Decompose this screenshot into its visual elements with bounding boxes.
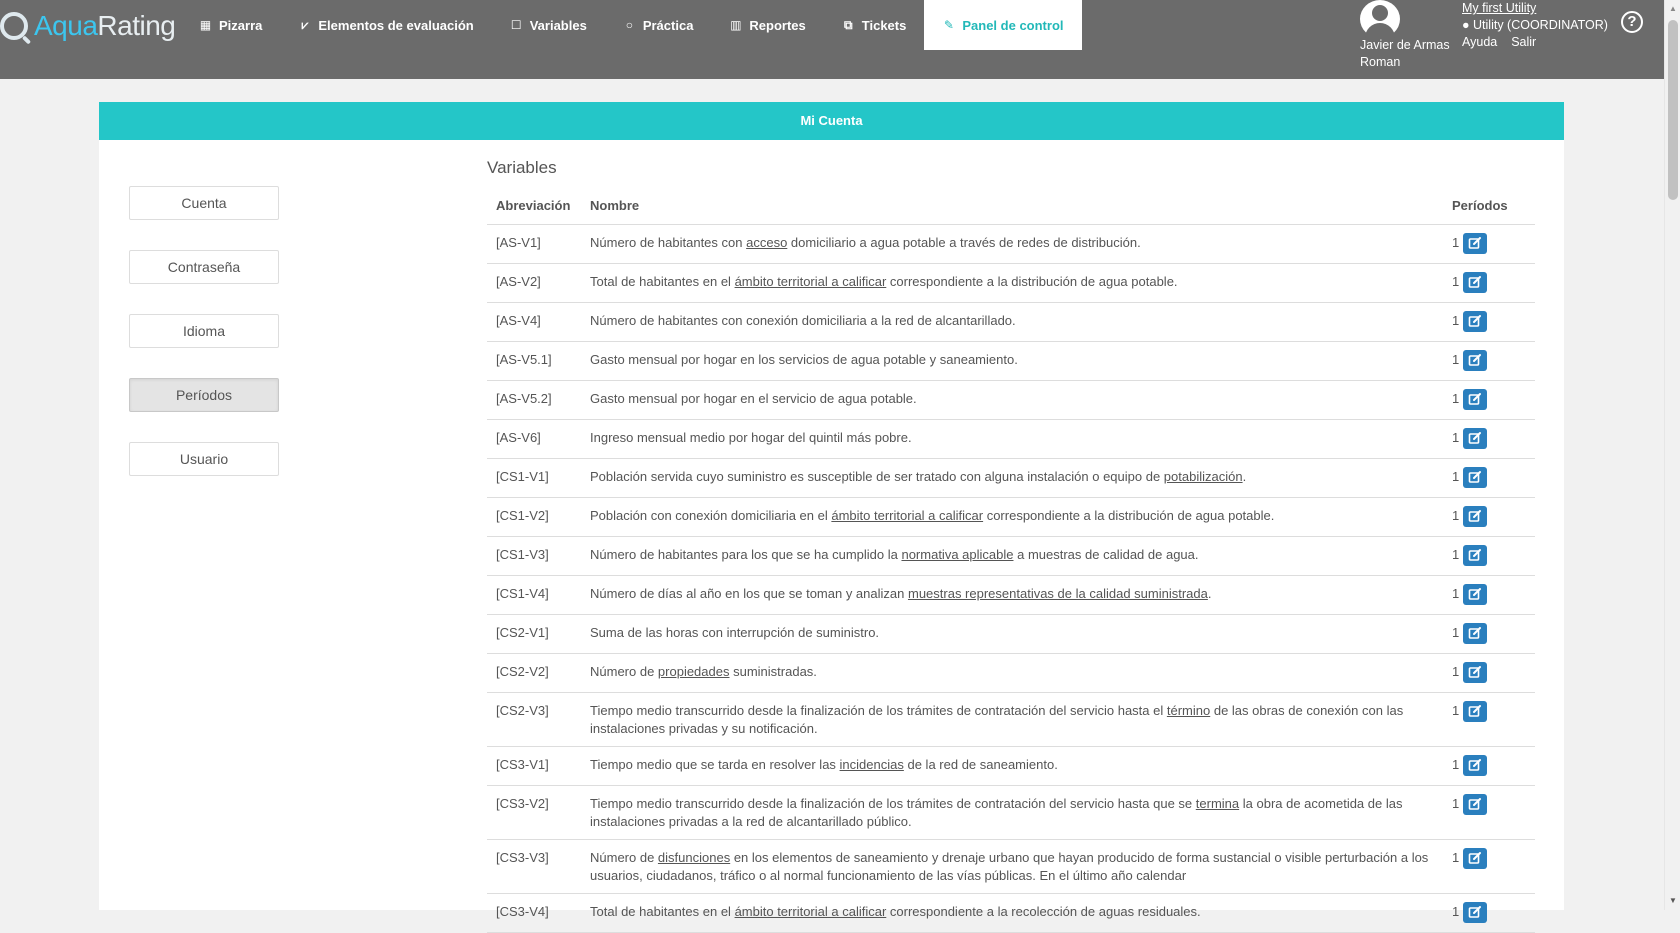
- scroll-down-arrow-icon[interactable]: ▼: [1669, 896, 1677, 905]
- periods-cell: [1443, 341, 1535, 380]
- utility-links: [1462, 34, 1608, 51]
- variable-abbr: [CS3-V1]: [487, 746, 581, 785]
- logout-link[interactable]: Salir: [1511, 35, 1537, 49]
- name-text: de las obras de conexión con las instalaciones privadas y su notificación.: [590, 702, 1404, 736]
- variable-name: [581, 224, 1443, 263]
- periods-cell: [1443, 380, 1535, 419]
- name-text: Número de habitantes con: [590, 234, 747, 250]
- variable-abbr: [AS-V2]: [487, 263, 581, 302]
- glossary-link[interactable]: acceso: [746, 234, 788, 250]
- edit-periods-button[interactable]: [1463, 623, 1487, 644]
- variable-name: [581, 458, 1443, 497]
- wrench-icon: ✎: [943, 18, 954, 32]
- glossary-link[interactable]: ámbito territorial a calificar: [734, 273, 887, 289]
- side-nav-usuario[interactable]: Usuario: [129, 442, 279, 476]
- name-text: Población con conexión domiciliaria en el: [590, 507, 832, 523]
- square-icon: ☐: [510, 18, 522, 32]
- variable-abbr: [CS3-V4]: [487, 893, 581, 932]
- periods-cell: [1443, 785, 1535, 839]
- periods-count: 1: [1452, 429, 1460, 445]
- name-text: domiciliario a agua potable a través de redes de distribución.: [787, 234, 1141, 250]
- variable-name: [581, 575, 1443, 614]
- name-text: suministradas.: [729, 663, 817, 679]
- glossary-link[interactable]: ámbito territorial a calificar: [831, 507, 984, 523]
- nav-item-label: Reportes: [749, 17, 806, 33]
- nav-item-label: Práctica: [642, 17, 694, 33]
- periods-count: 1: [1452, 312, 1460, 328]
- periods-cell: [1443, 893, 1535, 932]
- variable-abbr: [CS1-V1]: [487, 458, 581, 497]
- name-text: Tiempo medio transcurrido desde la finalización de los trámites de contratación del servicio hasta el: [590, 702, 1167, 718]
- variable-abbr: [AS-V4]: [487, 302, 581, 341]
- periods-cell: [1443, 575, 1535, 614]
- periods-count: 1: [1452, 702, 1460, 718]
- name-text: correspondiente a la distribución de agua potable.: [983, 507, 1275, 523]
- name-text: Gasto mensual por hogar en los servicios de agua potable y saneamiento.: [590, 351, 1018, 367]
- nav-item-elementos-de-evaluación[interactable]: [280, 0, 491, 50]
- table-row: [487, 380, 1535, 419]
- edit-periods-button[interactable]: [1463, 902, 1487, 923]
- name-text: Gasto mensual por hogar en el servicio de agua potable.: [590, 390, 917, 406]
- name-text: Suma de las horas con interrupción de suministro.: [590, 624, 880, 640]
- utility-role: ● Utility (COORDINATOR): [1462, 18, 1608, 32]
- periods-cell: [1443, 302, 1535, 341]
- periods-cell: [1443, 746, 1535, 785]
- periods-cell: [1443, 263, 1535, 302]
- table-row: [487, 224, 1535, 263]
- edit-periods-button[interactable]: [1463, 467, 1487, 488]
- sitemap-icon: ⩗: [301, 17, 309, 32]
- periods-count: 1: [1452, 546, 1460, 562]
- glossary-link[interactable]: incidencias: [839, 756, 904, 772]
- edit-periods-button[interactable]: [1463, 350, 1487, 371]
- variable-abbr: [CS2-V3]: [487, 692, 581, 746]
- variable-abbr: [CS1-V3]: [487, 536, 581, 575]
- page-scrollbar[interactable]: [1664, 0, 1680, 910]
- periods-count: 1: [1452, 585, 1460, 601]
- brand-name-rating: Rating: [97, 10, 176, 41]
- help-link[interactable]: Ayuda: [1462, 35, 1498, 49]
- variable-name: [581, 653, 1443, 692]
- top-navbar: [0, 0, 1664, 79]
- name-text: la obra de acometida de las instalaciones privadas a la red de alcantarillado público.: [590, 795, 1403, 829]
- periods-cell: [1443, 224, 1535, 263]
- variable-abbr: [AS-V6]: [487, 419, 581, 458]
- nav-item-variables[interactable]: [492, 0, 605, 50]
- periods-cell: [1443, 536, 1535, 575]
- name-text: Tiempo medio que se tarda en resolver las: [590, 756, 840, 772]
- account-side-nav: [129, 186, 279, 506]
- periods-count: 1: [1452, 273, 1460, 289]
- name-text: Tiempo medio transcurrido desde la finalización de los trámites de contratación del servicio hasta que se: [590, 795, 1196, 811]
- nav-item-panel-de-control[interactable]: [924, 0, 1081, 50]
- table-row: [487, 458, 1535, 497]
- glossary-link[interactable]: potabilización: [1163, 468, 1243, 484]
- table-header-row: [487, 188, 1535, 224]
- periods-cell: [1443, 653, 1535, 692]
- edit-periods-button[interactable]: [1463, 848, 1487, 869]
- utility-link[interactable]: My first Utility: [1462, 1, 1537, 15]
- periods-count: 1: [1452, 624, 1460, 640]
- utility-info: [1462, 0, 1608, 51]
- name-text: .: [1207, 585, 1212, 601]
- edit-periods-button[interactable]: [1463, 233, 1487, 254]
- aquarating-logo[interactable]: [0, 6, 175, 46]
- edit-periods-button[interactable]: [1463, 272, 1487, 293]
- variable-abbr: [AS-V5.1]: [487, 341, 581, 380]
- name-text: de la red de saneamiento.: [903, 756, 1058, 772]
- circle-icon: ○: [625, 18, 633, 32]
- variable-abbr: [AS-V1]: [487, 224, 581, 263]
- name-text: en los elementos de saneamiento y drenaje urbano que hayan producido de forma sustancial o visible perturbación a los usuarios, ciudadanos, tráfico o al normal funcionamiento de las vías públicas. En el último año calendar: [590, 849, 1429, 883]
- variables-table: [487, 188, 1535, 933]
- name-text: correspondiente a la recolección de aguas residuales.: [886, 903, 1201, 919]
- edit-periods-button[interactable]: [1463, 545, 1487, 566]
- side-nav-idioma[interactable]: Idioma: [129, 314, 279, 348]
- brand-name: [34, 10, 175, 42]
- periods-count: 1: [1452, 390, 1460, 406]
- periods-count: 1: [1452, 507, 1460, 523]
- edit-periods-button[interactable]: [1463, 584, 1487, 605]
- variable-name: [581, 692, 1443, 746]
- table-row: [487, 785, 1535, 839]
- periods-count: 1: [1452, 663, 1460, 679]
- variable-name: [581, 614, 1443, 653]
- side-nav-contraseña[interactable]: Contraseña: [129, 250, 279, 284]
- glossary-link[interactable]: termina: [1195, 795, 1240, 811]
- side-nav-períodos[interactable]: Períodos: [129, 378, 279, 412]
- name-text: Total de habitantes en el: [590, 903, 735, 919]
- user-name[interactable]: Javier de Armas Roman: [1360, 38, 1450, 69]
- table-row: [487, 575, 1535, 614]
- table-row: [487, 653, 1535, 692]
- periods-cell: [1443, 458, 1535, 497]
- periods-count: 1: [1452, 903, 1460, 919]
- nav-item-reportes[interactable]: [711, 0, 823, 50]
- name-text: Número de habitantes para los que se ha cumplido la: [590, 546, 902, 562]
- dashboard-icon: ▦: [199, 18, 212, 32]
- edit-periods-button[interactable]: [1463, 755, 1487, 776]
- nav-item-tickets[interactable]: [824, 0, 925, 50]
- nav-item-label: Pizarra: [219, 17, 263, 33]
- name-text: Total de habitantes en el: [590, 273, 735, 289]
- nav-item-práctica[interactable]: [605, 0, 712, 50]
- glossary-link[interactable]: propiedades: [657, 663, 730, 679]
- periods-count: 1: [1452, 756, 1460, 772]
- name-text: .: [1242, 468, 1247, 484]
- periods-cell: [1443, 839, 1535, 893]
- periods-count: 1: [1452, 849, 1460, 865]
- brand-name-aqua: Aqua: [34, 10, 98, 41]
- variable-name: [581, 380, 1443, 419]
- variables-section: [487, 158, 1535, 933]
- table-row: [487, 536, 1535, 575]
- magnifier-logo-icon: [0, 12, 28, 40]
- edit-periods-button[interactable]: [1463, 794, 1487, 815]
- nav-item-label: Panel de control: [962, 17, 1064, 33]
- edit-periods-button[interactable]: [1463, 389, 1487, 410]
- glossary-link[interactable]: ámbito territorial a calificar: [734, 903, 887, 919]
- variable-abbr: [CS3-V2]: [487, 785, 581, 839]
- variable-name: [581, 536, 1443, 575]
- periods-cell: [1443, 614, 1535, 653]
- variable-abbr: [CS2-V2]: [487, 653, 581, 692]
- help-circle-icon[interactable]: ?: [1621, 11, 1643, 33]
- nav-item-label: Variables: [529, 17, 587, 33]
- name-text: a muestras de calidad de agua.: [1013, 546, 1199, 562]
- name-text: Número de días al año en los que se toman y analizan: [590, 585, 908, 601]
- account-panel: [99, 102, 1564, 919]
- edit-periods-button[interactable]: [1463, 506, 1487, 527]
- periods-count: 1: [1452, 468, 1460, 484]
- table-row: [487, 341, 1535, 380]
- main-nav: [181, 0, 1082, 50]
- nav-item-pizarra[interactable]: [181, 0, 280, 50]
- periods-cell: [1443, 419, 1535, 458]
- name-text: Número de: [590, 663, 658, 679]
- scroll-up-arrow-icon[interactable]: ▲: [1669, 4, 1677, 13]
- edit-periods-button[interactable]: [1463, 311, 1487, 332]
- periods-count: 1: [1452, 351, 1460, 367]
- glossary-link[interactable]: disfunciones: [657, 849, 731, 865]
- avatar[interactable]: [1360, 0, 1400, 38]
- nav-item-label: Elementos de evaluación: [318, 17, 474, 33]
- edit-periods-button[interactable]: [1463, 428, 1487, 449]
- periods-count: 1: [1452, 234, 1460, 250]
- variable-name: [581, 302, 1443, 341]
- variable-name: [581, 497, 1443, 536]
- variable-name: [581, 839, 1443, 893]
- column-header-periods: Períodos: [1443, 188, 1535, 224]
- name-text: Ingreso mensual medio por hogar del quintil más pobre.: [590, 429, 912, 445]
- table-row: [487, 419, 1535, 458]
- name-text: Número de: [590, 849, 658, 865]
- panel-title: Mi Cuenta: [99, 102, 1564, 140]
- variable-name: [581, 893, 1443, 932]
- variable-name: [581, 263, 1443, 302]
- variable-name: [581, 341, 1443, 380]
- name-text: Población servida cuyo suministro es susceptible de ser tratado con alguna instalación o equipo de: [590, 468, 1164, 484]
- table-row: [487, 746, 1535, 785]
- variable-abbr: [AS-V5.2]: [487, 380, 581, 419]
- table-row: [487, 839, 1535, 893]
- table-row: [487, 692, 1535, 746]
- tags-icon: ⧉: [843, 17, 853, 32]
- glossary-link[interactable]: muestras representativas de la calidad suministrada: [907, 585, 1208, 601]
- table-row: [487, 497, 1535, 536]
- periods-count: 1: [1452, 795, 1460, 811]
- table-row: [487, 893, 1535, 932]
- edit-periods-button[interactable]: [1463, 701, 1487, 722]
- nav-item-label: Tickets: [861, 17, 907, 33]
- scroll-thumb[interactable]: [1668, 20, 1678, 200]
- periods-cell: [1443, 497, 1535, 536]
- table-row: [487, 614, 1535, 653]
- table-row: [487, 263, 1535, 302]
- bar-chart-icon: ▥: [730, 18, 742, 32]
- edit-periods-button[interactable]: [1463, 662, 1487, 683]
- side-nav-cuenta[interactable]: Cuenta: [129, 186, 279, 220]
- table-row: [487, 302, 1535, 341]
- variable-name: [581, 419, 1443, 458]
- glossary-link[interactable]: término: [1166, 702, 1211, 718]
- glossary-link[interactable]: normativa aplicable: [901, 546, 1014, 562]
- variable-abbr: [CS1-V4]: [487, 575, 581, 614]
- name-text: correspondiente a la distribución de agua potable.: [886, 273, 1178, 289]
- periods-cell: [1443, 692, 1535, 746]
- variable-name: [581, 785, 1443, 839]
- column-header-abbr: Abreviación: [487, 188, 581, 224]
- variable-abbr: [CS2-V1]: [487, 614, 581, 653]
- variable-abbr: [CS3-V3]: [487, 839, 581, 893]
- variable-abbr: [CS1-V2]: [487, 497, 581, 536]
- column-header-name: Nombre: [581, 188, 1443, 224]
- section-title: Variables: [487, 158, 557, 177]
- name-text: Número de habitantes con conexión domiciliaria a la red de alcantarillado.: [590, 312, 1016, 328]
- variable-name: [581, 746, 1443, 785]
